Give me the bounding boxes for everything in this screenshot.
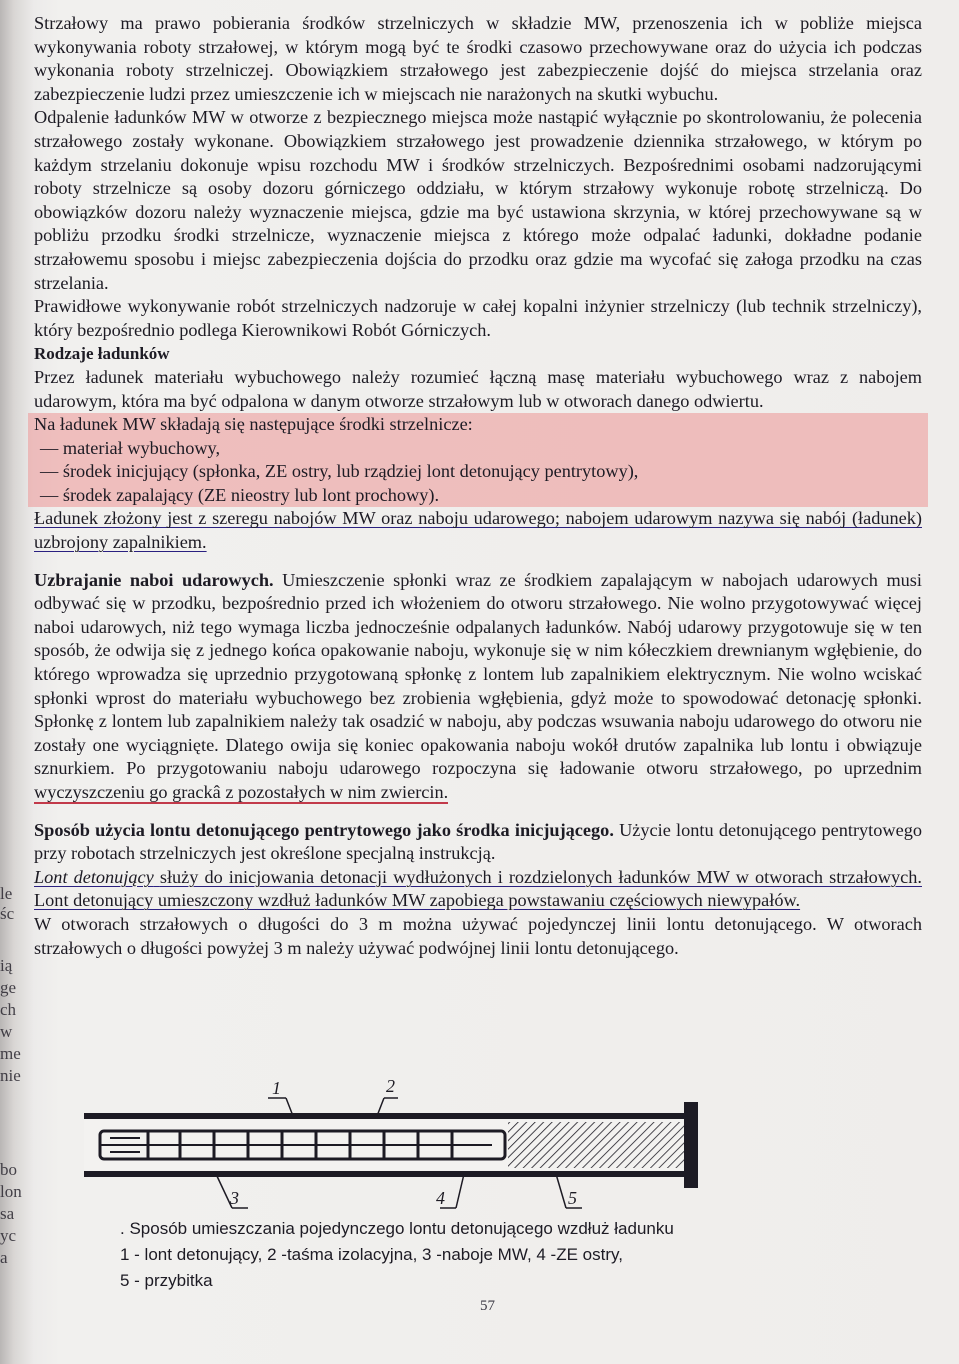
paragraph xyxy=(34,569,922,805)
caption-line: 5 - przybitka xyxy=(120,1271,213,1290)
gutter-fragment: me xyxy=(0,1044,21,1063)
red-underlined-text: wyczyszczeniu go grackâ z pozostałych w nim zwiercin. xyxy=(34,782,449,802)
figure-caption xyxy=(120,1216,760,1294)
stemming-plug xyxy=(508,1122,684,1168)
italic-term: Lont detonujący xyxy=(34,866,154,887)
body-text xyxy=(34,12,922,960)
caption-line: 1 - lont detonujący, 2 -taśma izolacyjna, 3 -naboje MW, 4 -ZE ostry, xyxy=(120,1245,623,1264)
charge-diagram xyxy=(80,1076,720,1216)
inline-heading: Uzbrajanie naboi udarowych. xyxy=(34,569,274,590)
gutter-fragment: ge xyxy=(0,978,17,997)
underlined-paragraph: Ładunek złożony jest z szeregu nabojów MW oraz naboju udarowego; nabojem udarowym nazywa się nabój (ładunek) uzbrojony zapalnikiem. xyxy=(34,508,922,553)
gutter-fragment: ch xyxy=(0,1000,17,1019)
figure-label-2: 2 xyxy=(386,1076,395,1096)
leader-line xyxy=(456,1174,464,1208)
inline-heading: Sposób użycia lontu detonującego pentrytowego jako środka inicjującego. xyxy=(34,819,614,840)
facing-page-margin xyxy=(0,860,26,1280)
gutter-fragment: a xyxy=(0,1248,8,1267)
list-item: — materiał wybuchowy, xyxy=(40,437,221,458)
paragraph: Odpalenie ładunków MW w otworze z bezpiecznego miejsca może nastąpić wyłącznie po skontrolowaniu, że polecenia strzałowego zostały wykonane. Obowiązkiem strzałowego jest prowadzenie dziennika strzałowego, w którym po każdym strzelaniu dokonuje wpisu rozchodu MW i środków strzelniczych. Bezpośrednimi osobami nadzorującymi roboty strzelnicze są osoby dozoru górniczego oddziału, w którym strzałowy wykonuje robotę strzelniczą. Do obowiązków dozoru należy wyznaczenie miejsca, gdzie ma być ustawiona skrzynia, w której przechowywane są w pobliżu przodku środki strzelnicze, wyznaczenie miejsca z którego może odpalać ładunki, dokładne podanie strzałowemu sposobu i miejsc zabezpieczenia dojścia do przodku oraz gdzie ma wycofać się załoga przodku na czas strzelania. xyxy=(34,107,922,293)
figure-label-5: 5 xyxy=(568,1188,577,1208)
gutter-fragment: yc xyxy=(0,1226,17,1245)
page-number: 57 xyxy=(480,1298,495,1314)
paragraph: W otworach strzałowych o długości do 3 m można używać pojedynczej linii lontu detonującego. W otworach strzałowych o długości powyżej 3 m należy używać podwójnej linii lontu detonującego. xyxy=(34,913,922,958)
borehole-end-cap xyxy=(684,1102,698,1188)
figure-label-1: 1 xyxy=(272,1078,281,1098)
underlined-paragraph xyxy=(34,866,922,913)
leader-line xyxy=(556,1174,566,1208)
caption-line: . Sposób umieszczania pojedynczego lontu detonującego wzdłuż ładunku xyxy=(120,1219,674,1238)
gutter-fragment: le xyxy=(0,884,13,903)
gutter-fragment: śc xyxy=(0,904,15,923)
gutter-fragment: ią xyxy=(0,956,13,975)
paragraph: Prawidłowe wykonywanie robót strzelniczych nadzoruje w całej kopalni inżynier strzelniczy (lub technik strzelniczy), który bezpośrednio podlega Kierownikowi Robót Górniczych. xyxy=(34,296,922,340)
gutter-fragment: lon xyxy=(0,1182,22,1201)
list-item: — środek inicjujący (spłonka, ZE ostry, lub rządziej lont detonujący pentrytowy), xyxy=(40,461,639,482)
paragraph: Przez ładunek materiału wybuchowego należy rozumieć łączną masę materiału wybuchowego wraz z nabojem udarowym, która ma być odpalona w danym otworze strzałowym lub w otworach danego odwiertu. xyxy=(34,366,922,411)
paragraph-text: służy do inicjowania detonacji wydłużonych i rozdzielonych ładunków MW w otworach strzałowych. Lont detonujący umieszczony wzdłuż ładunków MW zapobiega powstawaniu częściowych niewypałów. xyxy=(34,866,922,911)
gutter-fragment: sa xyxy=(0,1204,15,1223)
gutter-fragment: w xyxy=(0,1022,13,1041)
gutter-fragment: nie xyxy=(0,1066,21,1085)
gutter-fragment: bo xyxy=(0,1160,17,1179)
section-heading: Rodzaje ładunków xyxy=(34,344,170,364)
figure-label-3: 3 xyxy=(230,1188,239,1208)
paragraph: Strzałowy ma prawo pobierania środków strzelniczych w składzie MW, przenoszenia ich w pobliże miejsca wykonywania roboty strzałowej, w którym mogą być te środki czasowo przechowywane oraz do użycia ich podczas wykonania roboty strzelniczej. Obowiązkiem strzałowego jest zabezpieczenie dojść do miejsca strzelania oraz zabezpieczenie ludzi przez umieszczenie ich w miejscach nie narażonych na skutki wybuchu. xyxy=(34,13,922,104)
paragraph xyxy=(34,819,922,866)
paragraph: Na ładunek MW składają się następujące środki strzelnicze: xyxy=(34,414,473,435)
figure-label-4: 4 xyxy=(436,1188,445,1208)
paragraph-text: Użycie lontu detonującego pentrytowego przy robotach strzelniczych jest określone specjalną instrukcją. xyxy=(34,819,922,864)
list-item: — środek zapalający (ZE nieostry lub lont prochowy). xyxy=(40,484,440,505)
paragraph-text: Umieszczenie spłonki wraz ze środkiem zapalającym w nabojach udarowych musi odbywać się w przodku, bezpośrednio przed ich włożeniem do otworu strzałowego. Nie wolno przygotowywać więcej naboi udarowych, niż tego wymaga liczba jednocześnie odpalanych ładunków. Nabój udarowy przygotowuje się w ten sposób, że odwija się z jednego końca opakowanie naboju, wykonuje się w nim kółeczkiem drewnianym wgłębienie, do którego wprowadza się uprzednio przygotowaną spłonkę z lontem lub zapalnikiem elektrycznym. Nie wolno wciskać spłonki wprost do materiału wybuchowego bez zrobienia wgłębienia, gdyż może to spowodować detonację spłonki. Spłonkę z lontem lub zapalnikiem należy tak osadzić w naboju, aby podczas wsuwania naboju udarowego do otworu nie zostały one wyciągnięte. Dlatego owija się koniec opakowania naboju wokół drutów zapalnika lub lontu i obwiązuje sznurkiem. Po przygotowaniu naboju udarowego rozpoczyna się ładowanie otworu strzałowego, po uprzednim xyxy=(34,569,922,779)
highlighted-block xyxy=(28,413,928,507)
